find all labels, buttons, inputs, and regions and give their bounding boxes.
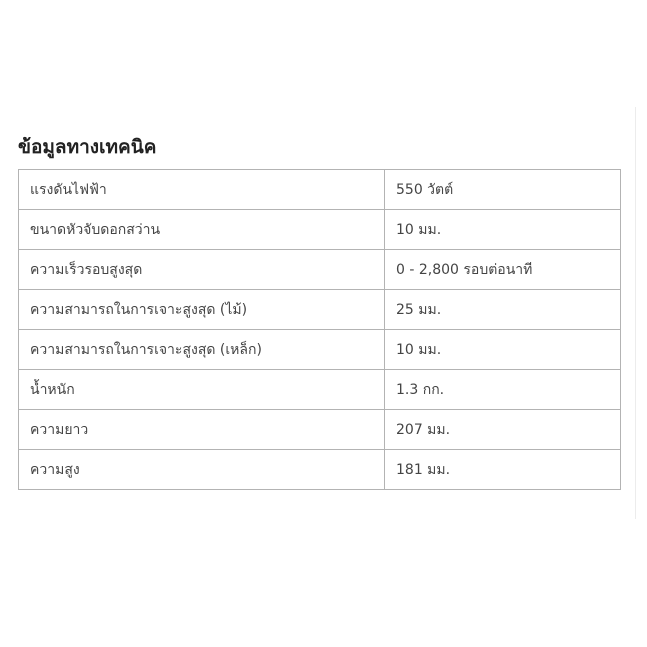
spec-table [18,169,621,490]
spec-label: น้ำหนัก [19,370,385,410]
table-row [19,370,621,410]
spec-value: 181 มม. [385,450,621,490]
table-row [19,450,621,490]
table-row [19,210,621,250]
table-row [19,170,621,210]
table-row [19,290,621,330]
spec-value: 207 มม. [385,410,621,450]
spec-label: ความยาว [19,410,385,450]
spec-value: 25 มม. [385,290,621,330]
spec-value: 10 มม. [385,330,621,370]
spec-label: ความสามารถในการเจาะสูงสุด (ไม้) [19,290,385,330]
table-row [19,330,621,370]
section-title: ข้อมูลทางเทคนิค [18,136,157,158]
spec-value: 1.3 กก. [385,370,621,410]
table-row [19,250,621,290]
spec-label: ขนาดหัวจับดอกสว่าน [19,210,385,250]
spec-value: 550 วัตต์ [385,170,621,210]
spec-value: 10 มม. [385,210,621,250]
spec-label: แรงดันไฟฟ้า [19,170,385,210]
spec-value: 0 - 2,800 รอบต่อนาที [385,250,621,290]
spec-label: ความสามารถในการเจาะสูงสุด (เหล็ก) [19,330,385,370]
spec-label: ความเร็วรอบสูงสุด [19,250,385,290]
spec-label: ความสูง [19,450,385,490]
table-row [19,410,621,450]
